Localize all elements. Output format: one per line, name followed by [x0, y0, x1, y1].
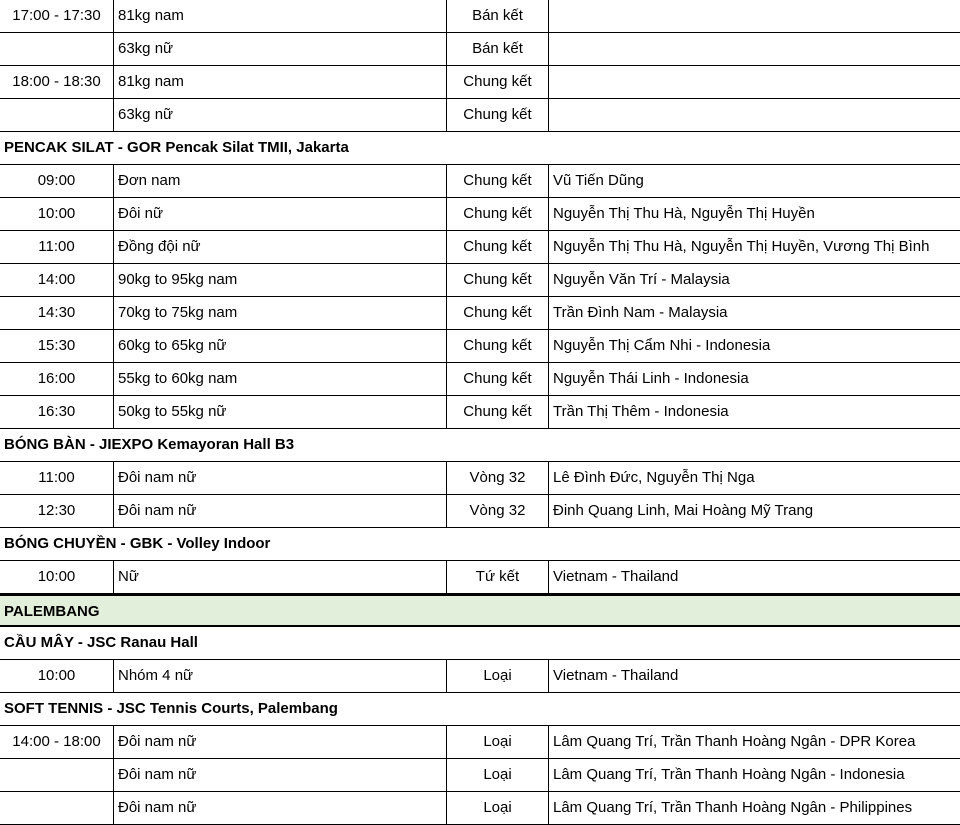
time-cell: 17:00 - 17:30 — [0, 0, 114, 32]
athletes-cell: Lâm Quang Trí, Trần Thanh Hoàng Ngân - DPR Korea — [553, 733, 916, 750]
schedule-row — [0, 66, 960, 99]
athletes-cell: Nguyễn Thị Thu Hà, Nguyễn Thị Huyền — [553, 205, 815, 222]
athletes-cell: Vietnam - Thailand — [553, 568, 679, 585]
sport-venue-header — [0, 528, 960, 561]
schedule-row — [0, 363, 960, 396]
round-cell: Bán kết — [447, 0, 549, 32]
event-cell: Đôi nam nữ — [114, 726, 447, 758]
sport-venue-header — [0, 132, 960, 165]
round-cell: Loại — [447, 759, 549, 791]
event-cell: 81kg nam — [114, 0, 447, 32]
event-cell: Đôi nam nữ — [114, 792, 447, 824]
time-cell: 18:00 - 18:30 — [0, 66, 114, 98]
schedule-row — [0, 198, 960, 231]
event-cell: 63kg nữ — [114, 33, 447, 65]
event-cell: Đôi nam nữ — [114, 759, 447, 791]
athletes-cell — [549, 99, 960, 131]
region-header — [0, 594, 960, 627]
sport-venue-header — [0, 693, 960, 726]
athletes-cell: Nguyễn Văn Trí - Malaysia — [553, 271, 730, 288]
round-cell: Chung kết — [447, 198, 549, 230]
schedule-row — [0, 462, 960, 495]
time-cell: 10:00 — [0, 561, 114, 593]
round-cell: Chung kết — [447, 363, 549, 395]
event-cell: Đôi nữ — [114, 198, 447, 230]
time-cell: 14:00 - 18:00 — [0, 726, 114, 758]
athletes-cell: Nguyễn Thái Linh - Indonesia — [553, 370, 749, 387]
athletes-cell — [549, 0, 960, 32]
time-cell: 16:00 — [0, 363, 114, 395]
schedule-row — [0, 792, 960, 825]
athletes-cell: Vietnam - Thailand — [553, 667, 679, 684]
event-cell: Đôi nam nữ — [114, 495, 447, 527]
time-cell — [0, 792, 114, 824]
sport-venue-header — [0, 429, 960, 462]
schedule-row — [0, 561, 960, 594]
round-cell: Tứ kết — [447, 561, 549, 593]
schedule-row — [0, 726, 960, 759]
round-cell: Chung kết — [447, 231, 549, 263]
sport-venue-header — [0, 627, 960, 660]
round-cell: Chung kết — [447, 297, 549, 329]
event-cell: 50kg to 55kg nữ — [114, 396, 447, 428]
sport-venue-header-title: CẦU MÂY - JSC Ranau Hall — [4, 634, 198, 651]
event-cell: Đồng đội nữ — [114, 231, 447, 263]
event-cell: 55kg to 60kg nam — [114, 363, 447, 395]
round-cell: Chung kết — [447, 99, 549, 131]
time-cell: 11:00 — [0, 462, 114, 494]
event-cell: 63kg nữ — [114, 99, 447, 131]
round-cell: Vòng 32 — [447, 462, 549, 494]
time-cell: 15:30 — [0, 330, 114, 362]
event-cell: Nhóm 4 nữ — [114, 660, 447, 692]
time-cell — [0, 99, 114, 131]
time-cell: 09:00 — [0, 165, 114, 197]
schedule-row — [0, 165, 960, 198]
schedule-row — [0, 396, 960, 429]
event-cell: 70kg to 75kg nam — [114, 297, 447, 329]
athletes-cell — [549, 66, 960, 98]
schedule-row — [0, 330, 960, 363]
round-cell: Loại — [447, 792, 549, 824]
athletes-cell: Trần Thị Thêm - Indonesia — [553, 403, 729, 420]
time-cell: 11:00 — [0, 231, 114, 263]
event-cell: 60kg to 65kg nữ — [114, 330, 447, 362]
time-cell — [0, 759, 114, 791]
athletes-cell: Trần Đình Nam - Malaysia — [553, 304, 728, 321]
schedule-row — [0, 33, 960, 66]
time-cell: 10:00 — [0, 660, 114, 692]
event-cell: 90kg to 95kg nam — [114, 264, 447, 296]
schedule-row — [0, 264, 960, 297]
schedule-row — [0, 231, 960, 264]
event-cell: 81kg nam — [114, 66, 447, 98]
round-cell: Vòng 32 — [447, 495, 549, 527]
athletes-cell: Lê Đình Đức, Nguyễn Thị Nga — [553, 469, 755, 486]
round-cell: Chung kết — [447, 66, 549, 98]
time-cell — [0, 33, 114, 65]
event-cell: Nữ — [114, 561, 447, 593]
schedule-row — [0, 0, 960, 33]
time-cell: 10:00 — [0, 198, 114, 230]
time-cell: 16:30 — [0, 396, 114, 428]
round-cell: Chung kết — [447, 165, 549, 197]
schedule-row — [0, 759, 960, 792]
sport-venue-header-title: SOFT TENNIS - JSC Tennis Courts, Palembang — [4, 700, 338, 717]
sport-venue-header-title: BÓNG CHUYỀN - GBK - Volley Indoor — [4, 535, 271, 552]
region-header-title: PALEMBANG — [4, 603, 100, 620]
schedule-row — [0, 297, 960, 330]
round-cell: Chung kết — [447, 264, 549, 296]
sport-venue-header-title: BÓNG BÀN - JIEXPO Kemayoran Hall B3 — [4, 436, 295, 453]
time-cell: 14:30 — [0, 297, 114, 329]
round-cell: Bán kết — [447, 33, 549, 65]
athletes-cell: Lâm Quang Trí, Trần Thanh Hoàng Ngân - Philippines — [553, 799, 913, 816]
time-cell: 12:30 — [0, 495, 114, 527]
schedule-row — [0, 495, 960, 528]
athletes-cell: Đinh Quang Linh, Mai Hoàng Mỹ Trang — [553, 502, 814, 519]
time-cell: 14:00 — [0, 264, 114, 296]
schedule-row — [0, 660, 960, 693]
round-cell: Loại — [447, 660, 549, 692]
schedule-row — [0, 99, 960, 132]
athletes-cell: Lâm Quang Trí, Trần Thanh Hoàng Ngân - Indonesia — [553, 766, 905, 783]
athletes-cell: Nguyễn Thị Thu Hà, Nguyễn Thị Huyền, Vương Thị Bình — [553, 238, 930, 255]
event-cell: Đơn nam — [114, 165, 447, 197]
round-cell: Chung kết — [447, 396, 549, 428]
round-cell: Loại — [447, 726, 549, 758]
event-cell: Đôi nam nữ — [114, 462, 447, 494]
athletes-cell: Nguyễn Thị Cẩm Nhi - Indonesia — [553, 337, 771, 354]
athletes-cell: Vũ Tiến Dũng — [553, 172, 644, 189]
athletes-cell — [549, 33, 960, 65]
sport-venue-header-title: PENCAK SILAT - GOR Pencak Silat TMII, Jakarta — [4, 139, 349, 156]
round-cell: Chung kết — [447, 330, 549, 362]
